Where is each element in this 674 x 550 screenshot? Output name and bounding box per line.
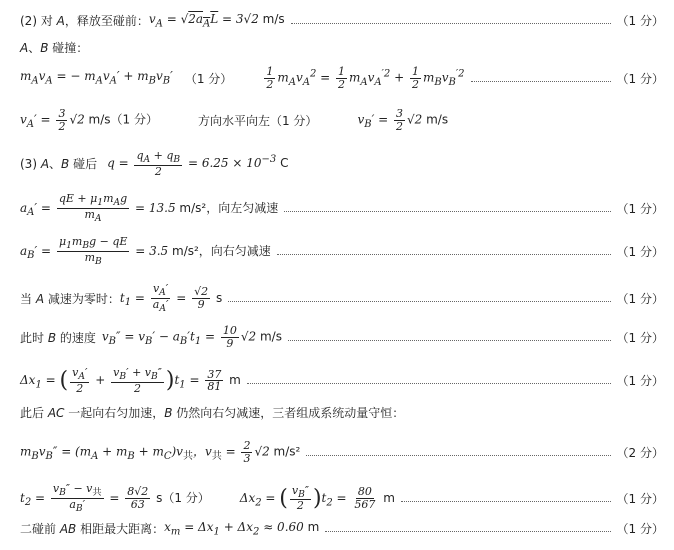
- line-delta-x1: [20, 367, 664, 394]
- momentum-equation: $m_Av_A$ = − $m_Av_A' + m_Bv_B'$: [20, 69, 173, 87]
- line-common-velocity: [20, 440, 664, 464]
- line-time-t1: [20, 283, 664, 314]
- score-label: （1 分）: [616, 291, 664, 306]
- formula: $v_A = √2a_AL = 3√2$ m/s: [148, 12, 285, 30]
- dot-leader: [306, 455, 610, 456]
- score-label: （1 分）: [616, 14, 664, 29]
- vb2-formula: $v_B'' = v_B' - a_B't_1$ = $\frac{10}{9}$ √2 m/s: [101, 324, 282, 350]
- line-text: (3) A、B 碰后: [20, 157, 98, 172]
- t2-formula: $t_2$ = $\frac{v_B'' - v_共}{a_B'}$ = $\frac{8√2}{63}$ s（1 分）: [20, 482, 210, 514]
- score-label: （1 分）: [616, 374, 664, 389]
- line-accel-b: [20, 236, 664, 267]
- xm-formula: $x_m = \Delta x_1 + \Delta x_2 \approx 0.60$ m: [164, 520, 320, 538]
- line-vb-double-prime: [20, 325, 664, 349]
- dot-leader: [471, 81, 611, 82]
- accel-b-formula: $a_B'$ = $\frac{\mu_1m_Bg - qE}{m_B}$ = 3.5 m/s²，向右匀减速: [20, 235, 271, 267]
- line-text: 此后 AC 一起向右匀加速，B 仍然向右匀减速，三者组成系统动量守恒：: [20, 406, 405, 420]
- line-time-t2: [20, 483, 664, 514]
- line-charge: [20, 150, 664, 177]
- dot-leader: [247, 383, 611, 384]
- accel-a-formula: $a_A'$ = $\frac{qE + \mu_1m_Ag}{m_A}$ = 13.5 m/s²，向左匀减速: [20, 192, 279, 224]
- common-v-formula: $m_Bv_B'' = (m_A + m_B + m_C)v_共$，$v_共$ = $\frac{2}{3}$ √2 m/s²: [20, 439, 301, 465]
- line-momentum-energy: [20, 66, 664, 90]
- vb-prime: $v_B'$ = $\frac{3}{2}$ √2 m/s: [357, 107, 449, 133]
- dot-leader: [325, 531, 610, 532]
- dot-leader: [291, 23, 611, 24]
- charge-formula: q = $\frac{q_A + q_B}{2}$ = $6.25 \times 10^{-3}$ C: [107, 149, 289, 178]
- score-inline: （1 分）: [184, 71, 233, 86]
- line-velocities-after: [20, 108, 664, 132]
- line-text: A、B 碰撞：: [20, 41, 89, 55]
- line-2-release: [20, 12, 664, 29]
- score-label: （1 分）: [616, 491, 664, 506]
- line-max-distance: [20, 520, 664, 537]
- direction-note: 方向水平向左（1 分）: [197, 113, 318, 128]
- dot-leader: [277, 254, 611, 255]
- dx1-formula: $\Delta x_1$ = ( $\frac{v_A'}{2}$ + $\frac{v_B' + v_B''}{2}$ )$t_1$ = $\frac{37}{81}$ m: [20, 366, 241, 395]
- score-label: （1 分）: [616, 522, 664, 537]
- score-label: （1 分）: [616, 244, 664, 259]
- score-label: （1 分）: [616, 201, 664, 216]
- t1-formula: $t_1$ = $\frac{v_A'}{a_A'}$ = $\frac{√2}{9}$ s: [119, 282, 223, 314]
- score-label: （1 分）: [616, 71, 664, 86]
- dot-leader: [228, 301, 610, 302]
- line-accel-a: [20, 193, 664, 224]
- line-text: 当 A 减速为零时：: [20, 291, 120, 306]
- score-label: （1 分）: [616, 330, 664, 345]
- dot-leader: [401, 501, 611, 502]
- line-ab-collision: [20, 39, 664, 56]
- line-system-momentum: [20, 404, 664, 421]
- score-label: （2 分）: [616, 445, 664, 460]
- line-text: 此时 B 的速度: [20, 330, 96, 345]
- line-text: 二碰前 AB 相距最大距离：: [20, 522, 165, 537]
- va-prime: $v_A'$ = $\frac{3}{2}$ √2 m/s（1 分）: [20, 107, 158, 133]
- dot-leader: [284, 211, 610, 212]
- dot-leader: [288, 340, 611, 341]
- dx2-formula: $\Delta x_2$ = ( $\frac{v_B''}{2}$ )$t_2$ = $\frac{80}{567}$ m: [239, 483, 395, 513]
- energy-equation: $\frac{1}{2}$ $m_Av_A^2$ = $\frac{1}{2}$ $m_Av_A^{'2}$ + $\frac{1}{2}$ $m_Bv_B^{'2}$: [266, 65, 465, 91]
- line-text: (2) 对 A，释放至碰前：: [20, 14, 149, 29]
